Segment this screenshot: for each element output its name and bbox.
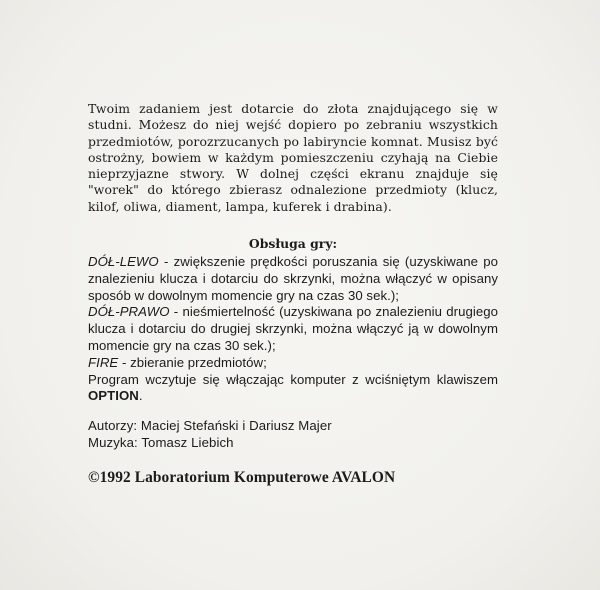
credits-music: Muzyka: Tomasz Liebich <box>88 434 234 450</box>
controls-heading: Obsługa gry: <box>248 236 338 251</box>
credits <box>88 418 498 452</box>
credits-authors: Autorzy: Maciej Stefański i Dariusz Majer <box>88 418 332 433</box>
control-item-fire <box>88 355 498 372</box>
loading-instructions <box>88 372 498 406</box>
loading-key: OPTION <box>88 388 139 404</box>
controls-list <box>88 254 498 405</box>
control-key: DÓŁ-PRAWO <box>88 304 170 320</box>
control-key: FIRE <box>88 354 119 370</box>
control-key: DÓŁ-LEWO <box>88 254 159 269</box>
loading-end: . <box>138 388 143 404</box>
control-description: - nieśmiertelność (uzyskiwana po znalezieniu drugiego klucza i dotarciu do drugiej skrzynki, można włączyć ją w dowolnym momencie gry na czas 30 sek.); <box>88 304 498 353</box>
control-description: - zwiększenie prędkości poruszania się (uzyskiwane po znalezieniu klucza i dotarciu do skrzynki, można włączyć w opisany sposób w dowolnym momencie gry na czas 30 sek.); <box>88 254 498 303</box>
control-description: - zbieranie przedmiotów; <box>118 354 267 370</box>
loading-text: Program wczytuje się włączając komputer z wciśniętym klawiszem <box>88 371 498 387</box>
control-item-down-left <box>88 254 498 304</box>
intro-paragraph: Twoim zadaniem jest dotarcie do złota znajdującego się w studni. Możesz do niej wejść dopiero po zebraniu wszystkich przedmiotów, porozrzucanych po labiryncie komnat. Musisz być ostrożny, bowiem w każdym pomieszczeniu czyhają na Ciebie nieprzyjazne stwory. W dolnej części ekranu znajduje się "worek" do którego zbierasz odnalezione przedmioty (klucz, kilof, oliwa, diament, lampa, kuferek i drabina). <box>88 101 498 214</box>
copyright-line: ©1992 Laboratorium Komputerowe AVALON <box>88 469 396 486</box>
control-item-down-right <box>88 304 498 354</box>
